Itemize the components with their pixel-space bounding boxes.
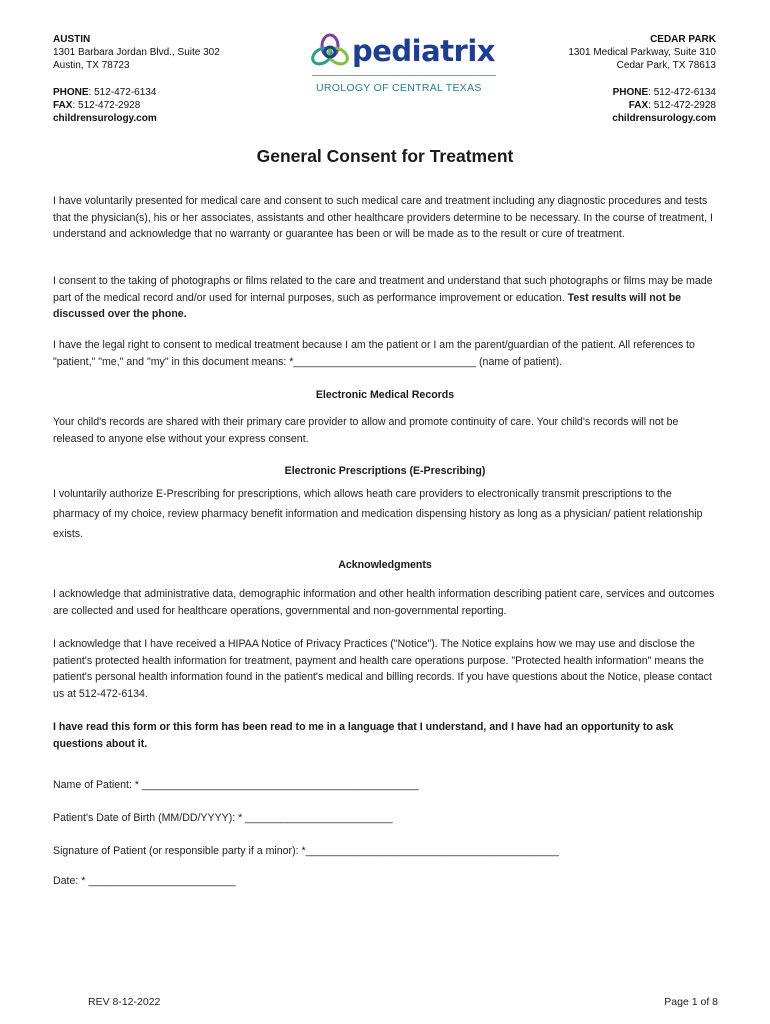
austin-address-line2: Austin, TX 78723: [53, 60, 130, 71]
austin-phone: PHONE: 512-472-6134: [53, 87, 157, 98]
ack-data-paragraph: I acknowledge that administrative data, demographic information and other health information describing patient care, services and outcomes are collected and used for healthcare operations, governmental and non-governmental reporting.: [53, 588, 715, 617]
date-field[interactable]: Date: * _________________________: [53, 875, 236, 887]
pediatrix-logo-mark-icon: [310, 32, 350, 72]
patient-name-field[interactable]: Name of Patient: * _______________________________________________: [53, 779, 419, 791]
revision-label: REV 8-12-2022: [88, 996, 161, 1008]
document-title: General Consent for Treatment: [256, 146, 514, 166]
logo-tagline: UROLOGY OF CENTRAL TEXAS: [316, 82, 482, 94]
austin-address-block: [53, 33, 220, 125]
consent-paragraph: I have voluntarily presented for medical care and consent to such medical care and treatment including any diagnostic procedures and tests that the physician(s), his or her associates, assistants and other healthcare providers determine to be necessary. In the course of treatment, I understand and acknowledge that no warranty or guarantee has been or will be made as to the result or cure of treatment.: [53, 195, 713, 241]
legal-right-paragraph: I have the legal right to consent to medical treatment because I am the patient or I am the parent/guardian of the patient. All references to "patient," "me," and "my" in this document means: *_______________________________ (name of patient).: [53, 339, 695, 368]
page-number: Page 1 of 8: [664, 996, 718, 1008]
austin-address-line1: 1301 Barbara Jordan Blvd., Suite 302: [53, 47, 220, 58]
ack-hipaa-paragraph: I acknowledge that I have received a HIPAA Notice of Privacy Practices ("Notice"). The Notice explains how we may use and disclose the patient's protected health information for treatment, payment and health care operations purpose. "Protected health information" means the patient's personal health information found in the patient's medical and billing records. If you have questions about the Notice, please contact us at 512-472-6134.: [53, 638, 712, 701]
date-of-birth-field[interactable]: Patient's Date of Birth (MM/DD/YYYY): * _________________________: [53, 812, 393, 824]
pediatrix-wordmark: pediatrix: [352, 34, 496, 68]
cedar-park-website: childrensurology.com: [612, 113, 716, 124]
logo-divider: [312, 75, 496, 76]
cedar-park-address-line2: Cedar Park, TX 78613: [616, 60, 716, 71]
cedar-park-phone: PHONE: 512-472-6134: [612, 87, 716, 98]
cedar-park-address-line1: 1301 Medical Parkway, Suite 310: [568, 47, 716, 58]
emr-heading: Electronic Medical Records: [315, 389, 455, 401]
austin-city: AUSTIN: [53, 34, 91, 45]
acknowledgments-heading: Acknowledgments: [338, 559, 432, 571]
cedar-park-fax: FAX: 512-472-2928: [628, 100, 716, 111]
erx-heading: Electronic Prescriptions (E-Prescribing): [284, 465, 486, 477]
photo-consent-paragraph: I consent to the taking of photographs or films related to the care and treatment and understand that such photographs or films may be made part of the medical record and/or used for internal purposes, such as performance improvement or education. Test results will not be discussed over the phone.: [53, 275, 713, 321]
test-results-notice: Test results will not be discussed over the phone.: [53, 291, 682, 321]
pediatrix-logo: [306, 28, 496, 98]
signature-field[interactable]: Signature of Patient (or responsible party if a minor): *___________________________________________: [53, 845, 559, 857]
erx-paragraph: I voluntarily authorize E-Prescribing for prescriptions, which allows heath care providers to electronically transmit prescriptions to the pharmacy of my choice, review pharmacy benefit information and medication dispensing history as long as a physician/ patient relationship exists.: [53, 488, 703, 540]
cedar-park-city: CEDAR PARK: [650, 34, 716, 45]
read-statement: I have read this form or this form has been read to me in a language that I understand, and I have had an opportunity to ask questions about it.: [53, 721, 674, 750]
austin-fax: FAX: 512-472-2928: [53, 100, 141, 111]
cedar-park-address-block: [568, 33, 716, 125]
emr-paragraph: Your child's records are shared with their primary care provider to allow and promote continuity of care. Your child's records will not be released to anyone else without your express consent.: [53, 416, 679, 445]
austin-website: childrensurology.com: [53, 113, 157, 124]
